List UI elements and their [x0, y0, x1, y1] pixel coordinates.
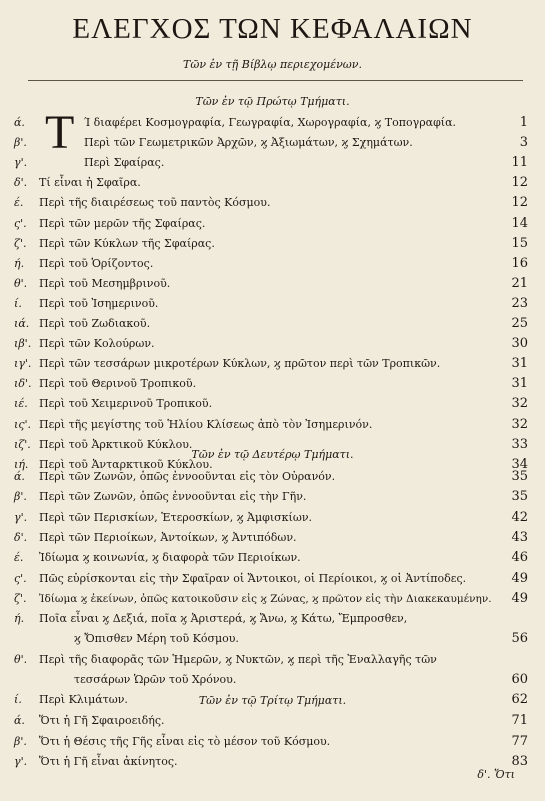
page-subtitle: Τῶν ἐν τῇ Βίβλῳ περιεχομένων. [183, 58, 362, 71]
entry-page: 60 [511, 672, 528, 687]
entry-number: ιγ'. [14, 357, 32, 371]
entry-page: 16 [511, 255, 528, 271]
entry-text: Ί διαφέρει Κοσμογραφία, Γεωγραφία, Χωρογραφία, ϗ Τοπογραφία. [84, 116, 457, 129]
entry-text: Πῶς εὑρίσκονται εἰς τὴν Σφαῖραν οἱ Ἄντοικοι, οἱ Περίοικοι, ϗ οἱ Ἀντίποδες. [39, 571, 467, 585]
entry-text: Περὶ τοῦ Ἀρκτικοῦ Κύκλου. [39, 437, 193, 451]
entry-text: Περὶ τοῦ Μεσημβρινοῦ. [39, 276, 171, 290]
entry-number: έ. [14, 196, 24, 210]
entry-number: θ'. [14, 652, 28, 666]
entry-text: Τί εἶναι ἡ Σφαῖρα. [39, 176, 141, 190]
entry-text: Περὶ τῶν τεσσάρων μικροτέρων Κύκλων, ϗ πρῶτον περὶ τῶν Τροπικῶν. [39, 357, 441, 371]
entry-number: ς'. [14, 571, 27, 585]
entry-text: Περὶ τῶν Κολούρων. [39, 337, 155, 351]
entry-number: β'. [14, 490, 27, 504]
entry-number: ή. [14, 612, 25, 626]
entry-text: Ὅτι ἡ Θέσις τῆς Γῆς εἶναι εἰς τὸ μέσον τοῦ Κόσμου. [39, 734, 331, 748]
section-heading: Τῶν ἐν τῷ Δευτέρῳ Τμήματι. [191, 448, 354, 461]
entry-number: ζ'. [14, 591, 27, 605]
entry-text: Περὶ τῶν Γεωμετρικῶν Ἀρχῶν, ϗ Ἀξιωμάτων, ϗ Σχημάτων. [84, 136, 413, 150]
entry-page: 23 [511, 295, 528, 311]
entry-page: 56 [511, 631, 528, 647]
entry-number: δ'. [14, 530, 28, 544]
entry-page: 12 [511, 175, 528, 191]
entry-number: ιά. [14, 317, 30, 330]
entry-text: τεσσάρων Ὡρῶν τοῦ Χρόνου. [74, 673, 237, 686]
entry-page: 25 [511, 316, 528, 331]
entry-page: 21 [511, 275, 528, 291]
entry-number: ζ'. [14, 236, 27, 250]
entry-page: 3 [519, 135, 528, 151]
entry-number: ιή. [14, 457, 29, 471]
entry-number: γ'. [14, 156, 28, 170]
entry-number: ά. [14, 714, 25, 727]
entry-text: Περὶ Κλιμάτων. [39, 693, 128, 707]
entry-number: ά. [14, 116, 25, 129]
entry-text: Περὶ τῆς διαιρέσεως τοῦ παντὸς Κόσμου. [39, 196, 271, 210]
entry-text: Ἰδίωμα ϗ ἐκείνων, ὁπῶς κατοικοῦσιν εἰς ϗ Ζώνας, ϗ πρῶτον εἰς τὴν Διακεκαυμένην. [39, 592, 492, 605]
entry-page: 35 [511, 469, 528, 484]
entry-number: β'. [14, 734, 27, 748]
catchword: δ'. Ὅτι [477, 768, 515, 781]
entry-page: 83 [511, 754, 528, 769]
entry-page: 12 [511, 195, 528, 211]
entry-page: 15 [511, 235, 528, 251]
entry-page: 43 [511, 529, 528, 545]
entry-text: Ὅτι ἡ Γῆ εἶναι ἀκίνητος. [39, 755, 178, 768]
entry-number: ιβ'. [14, 337, 32, 351]
entry-page: 1 [519, 115, 528, 130]
title-rule [28, 80, 523, 81]
entry-page: 32 [511, 416, 528, 432]
entry-page: 35 [511, 489, 528, 505]
page-title: ΕΛΕΓΧΟΣ ΤΩΝ ΚΕΦΑΛΑΙΩΝ [72, 13, 473, 45]
entry-text: Περὶ τοῦ Ἰσημερινοῦ. [39, 296, 159, 310]
entry-text: Περὶ τοῦ Θερινοῦ Τροπικοῦ. [39, 377, 197, 391]
entry-number: δ'. [14, 176, 28, 190]
entry-number: ί. [14, 296, 22, 310]
section-heading: Τῶν ἐν τῷ Πρώτῳ Τμήματι. [195, 95, 350, 108]
entry-text: ϗ Ὄπισθεν Μέρη τοῦ Κόσμου. [74, 632, 239, 646]
entry-page: 14 [511, 215, 528, 231]
entry-number: ς'. [14, 216, 27, 230]
entry-page: 34 [511, 456, 528, 472]
entry-text: Περὶ τῆς διαφορᾶς τῶν Ἡμερῶν, ϗ Νυκτῶν, ϗ περὶ τῆς Ἐναλλαγῆς τῶν [39, 652, 437, 666]
entry-page: 49 [511, 590, 528, 606]
entry-number: ις'. [14, 417, 31, 431]
entry-number: ί. [14, 693, 22, 707]
entry-text: Ποῖα εἶναι ϗ Δεξιά, ποῖα ϗ Ἀριστερά, ϗ Ἄνω, ϗ Κάτω, Ἔμπροσθεν, [39, 612, 408, 626]
entry-text: Περὶ τῶν Κύκλων τῆς Σφαίρας. [39, 236, 215, 250]
entry-text: Περὶ τοῦ Χειμερινοῦ Τροπικοῦ. [39, 397, 213, 411]
entry-number: ή. [14, 256, 25, 270]
entry-number: θ'. [14, 276, 28, 290]
entry-text: Ὅτι ἡ Γῆ Σφαιροειδής. [39, 714, 165, 727]
entry-number: έ. [14, 551, 24, 565]
entry-page: 77 [511, 733, 528, 749]
entry-text: Περὶ τοῦ Ζωδιακοῦ. [39, 317, 151, 330]
entry-page: 11 [511, 155, 528, 171]
entry-number: ιέ. [14, 397, 28, 411]
entry-page: 33 [511, 436, 528, 452]
entry-number: γ'. [14, 755, 28, 768]
entry-page: 32 [511, 396, 528, 412]
entry-page: 62 [511, 692, 528, 708]
entry-text: Περὶ τῶν Περισκίων, Ἑτεροσκίων, ϗ Ἀμφισκίων. [39, 510, 313, 524]
entry-text: Περὶ τῶν Ζωνῶν, ὁπῶς ἐννοοῦνται εἰς τὴν Γῆν. [39, 490, 307, 504]
entry-number: γ'. [14, 510, 28, 524]
entry-number: ιδ'. [14, 377, 32, 391]
entry-page: 49 [511, 570, 528, 586]
entry-number: β'. [14, 136, 27, 150]
entry-text: Περὶ τῶν μερῶν τῆς Σφαίρας. [39, 216, 206, 230]
entry-text: Περὶ Σφαίρας. [84, 156, 165, 170]
entry-page: 31 [511, 376, 528, 392]
drop-cap: Τ [45, 106, 75, 159]
entry-page: 71 [511, 713, 528, 728]
entry-text: Περὶ τοῦ Ὁρίζοντος. [39, 256, 154, 270]
section-heading: Τῶν ἐν τῷ Τρίτῳ Τμήματι. [198, 694, 347, 707]
entry-text: Περὶ τῶν Ζωνῶν, ὁπῶς ἐννοοῦνται εἰς τὸν Οὐρανόν. [39, 470, 336, 483]
entry-page: 42 [511, 509, 528, 525]
entry-page: 31 [511, 356, 528, 372]
entry-text: Περὶ τῶν Περιοίκων, Ἀντοίκων, ϗ Ἀντιπόδων. [39, 530, 297, 544]
entry-page: 46 [511, 550, 528, 566]
entry-text: Περὶ τῆς μεγίστης τοῦ Ἡλίου Κλίσεως ἀπὸ τὸν Ἰσημερινόν. [39, 417, 373, 431]
entry-text: Περὶ τοῦ Ἀνταρκτικοῦ Κύκλου. [39, 457, 213, 471]
entry-number: ιζ'. [14, 437, 31, 451]
entry-text: Ἰδίωμα ϗ κοινωνία, ϗ διαφορὰ τῶν Περιοίκων. [39, 551, 301, 565]
entry-page: 30 [511, 336, 528, 352]
entry-number: ά. [14, 470, 25, 483]
